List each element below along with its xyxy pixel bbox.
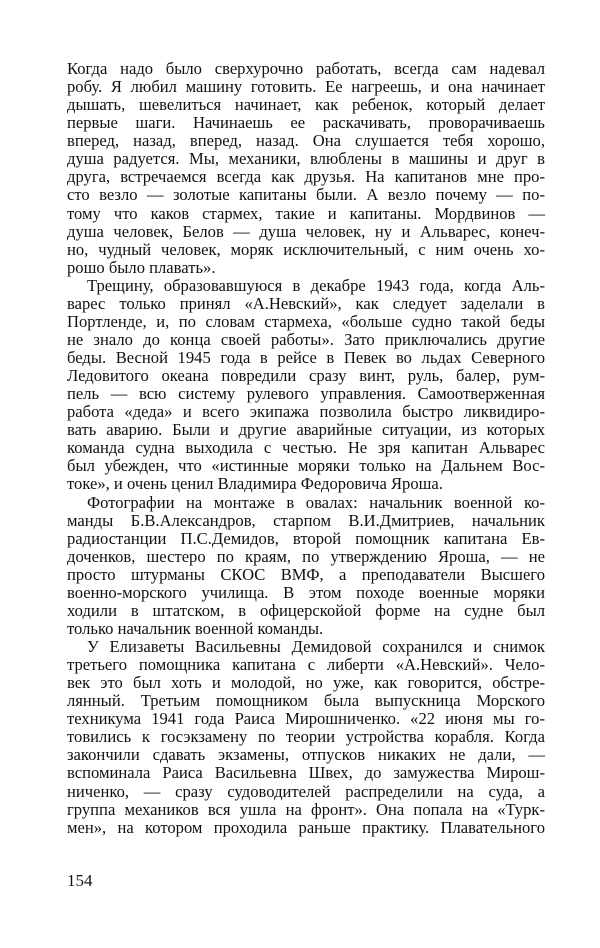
text-line: группа механиков вся ушла на фронт». Она попала на «Турк- bbox=[67, 799, 545, 819]
page-number: 154 bbox=[67, 871, 93, 890]
text-line: третьего помощника капитана с либерти «А.Невский». Чело- bbox=[67, 655, 545, 675]
text-line: не знало до конца своей работы». Зато приключались другие bbox=[67, 329, 545, 349]
text-line: варес только принял «А.Невский», как следует заделали в bbox=[67, 293, 545, 313]
text-line: манды Б.В.Александров, старпом В.И.Дмитриев, начальник bbox=[67, 510, 545, 530]
text-line: первые шаги. Начинаешь ее раскачивать, проворачиваешь bbox=[67, 113, 545, 133]
text-line: душа человек, Белов — душа человек, ну и Альварес, конеч- bbox=[67, 221, 545, 241]
text-line: рошо было плавать». bbox=[67, 257, 216, 277]
text-line: работа «деда» и всего экипажа позволила быстро ликвидиро- bbox=[67, 402, 545, 422]
text-line: Фотографии на монтаже в овалах: начальник военной ко- bbox=[87, 492, 545, 512]
text-line: товились к госэкзамену по теории устройства корабля. Когда bbox=[67, 727, 545, 747]
text-line: закончили сдавать экзамены, отпусков никаких не дали, — bbox=[67, 745, 545, 765]
text-line: доченков, шестеро по краям, по утверждению Яроша, — не bbox=[67, 546, 545, 566]
text-line: вать аварию. Были и другие аварийные ситуации, из которых bbox=[67, 420, 545, 440]
text-line: ходили в штатском, в офицерскойой форме на судне был bbox=[67, 600, 545, 620]
text-line: беды. Весной 1945 года в рейсе в Певек во льдах Северного bbox=[67, 348, 545, 367]
text-line: тому что каков стармех, такие и капитаны. Мордвинов — bbox=[67, 203, 545, 223]
text-line: душа радуется. Мы, механики, влюблены в машины и друг в bbox=[67, 149, 545, 169]
text-line: военно-морского училища. В этом походе военные моряки bbox=[67, 582, 545, 602]
page-body bbox=[67, 60, 545, 837]
text-line: друга, встречаемся всегда как друзья. На капитанов мне про- bbox=[67, 167, 545, 187]
text-line: команда судна выходила с честью. Не зря капитан Альварес bbox=[67, 438, 545, 458]
paragraph bbox=[67, 277, 545, 494]
text-line: вспоминала Раиса Васильевна Швех, до замужества Мирош- bbox=[67, 763, 545, 783]
text-line: вперед, назад, вперед, назад. Она слушается тебя хорошо, bbox=[67, 131, 545, 151]
paragraph bbox=[67, 638, 545, 837]
text-line: Когда надо было сверхурочно работать, всегда сам надевал bbox=[67, 59, 545, 78]
text-line: токе», и очень ценил Владимира Федоровича Яроша. bbox=[67, 474, 443, 494]
text-line: радиостанции П.С.Демидов, второй помощник капитана Ев- bbox=[67, 528, 545, 548]
text-line: мен», на котором проходила раньше практику. Плавательного bbox=[67, 817, 545, 837]
text-line: Трещину, образовавшуюся в декабре 1943 года, когда Аль- bbox=[87, 275, 545, 295]
text-line: пель — всю систему рулевого управления. Самоотверженная bbox=[67, 384, 545, 404]
text-line: просто штурманы СКОС ВМФ, а преподаватели Высшего bbox=[67, 564, 545, 584]
text-line: ниченко, — сразу судоводителей распределили на суда, а bbox=[67, 781, 545, 801]
paragraph bbox=[67, 494, 545, 639]
text-line: но, чудный человек, моряк исключительный, с ним очень хо- bbox=[67, 239, 545, 259]
text-line: дышать, шевелиться начинает, как ребенок, который делает bbox=[67, 95, 545, 115]
text-line: был убежден, что «истинные моряки только на Дальнем Вос- bbox=[67, 456, 545, 476]
paragraph bbox=[67, 60, 545, 277]
text-line: техникума 1941 года Раиса Мирошниченко. «22 июня мы го- bbox=[67, 709, 545, 729]
text-line: лянный. Третьим помощником была выпускница Морского bbox=[67, 691, 545, 711]
text-line: робу. Я любил машину готовить. Ее нагреешь, и она начинает bbox=[67, 77, 545, 97]
text-line: сто везло — золотые капитаны были. А везло почему — по- bbox=[67, 185, 545, 205]
text-line: Ледовитого океана повредили сразу винт, руль, балер, рум- bbox=[67, 366, 545, 386]
text-line: век это был хоть и молодой, но уже, как говорится, обстре- bbox=[67, 673, 545, 693]
text-line: У Елизаветы Васильевны Демидовой сохранился и снимок bbox=[87, 637, 545, 656]
text-line: только начальник военной команды. bbox=[67, 618, 324, 638]
text-line: Портленде, и, по словам стармеха, «больше судно такой беды bbox=[67, 311, 545, 331]
